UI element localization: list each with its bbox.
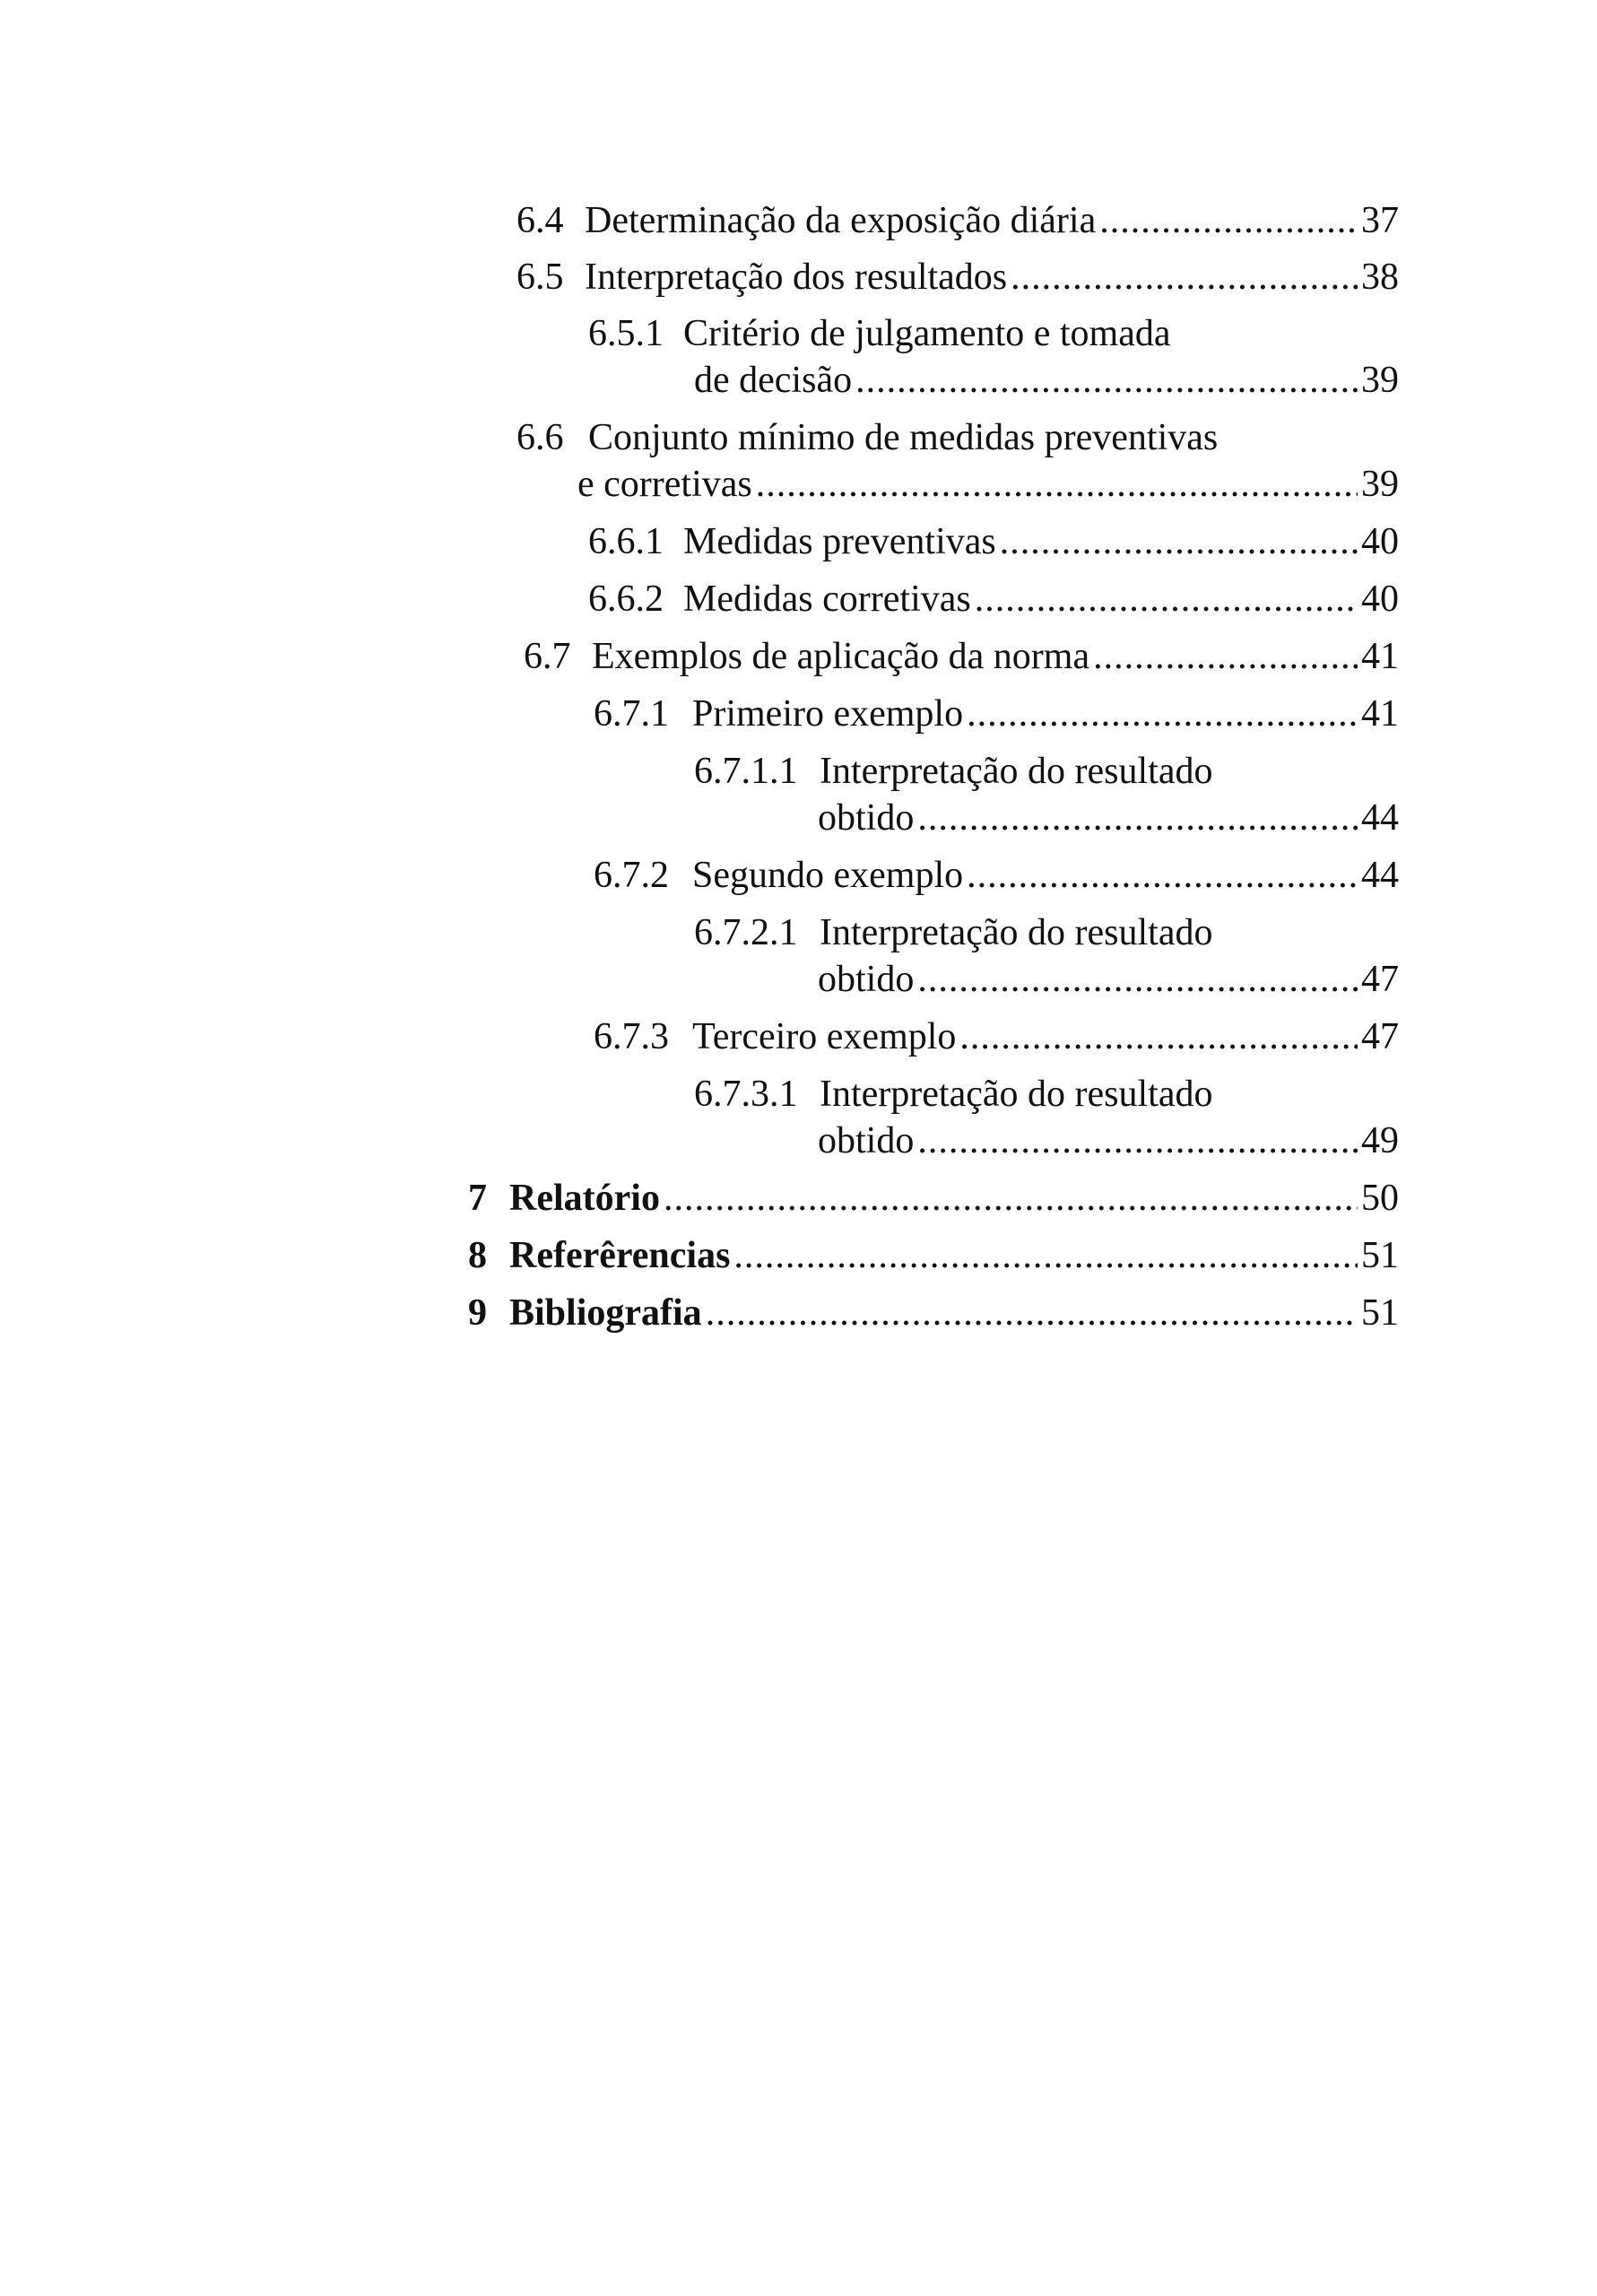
toc-entry-title: Exemplos de aplicação da norma: [592, 636, 1090, 677]
toc-entry-page: 51: [1361, 1292, 1399, 1334]
toc-entry-number: 6.5.1: [588, 313, 664, 354]
toc-leader-dots: [1093, 628, 1358, 685]
toc-entry-page: 41: [1361, 693, 1399, 735]
toc-entry-title: Terceiro exemplo: [692, 1016, 957, 1057]
toc-entry-title: Primeiro exemplo: [692, 693, 964, 735]
toc-entry-page: 40: [1361, 521, 1399, 562]
toc-leader-dots: [664, 1170, 1358, 1227]
toc-entry-page: 40: [1361, 578, 1399, 620]
toc-entry-page: 38: [1361, 257, 1399, 298]
toc-entry-page: 41: [1361, 636, 1399, 677]
toc-entry-title: Referêrencias: [509, 1235, 731, 1276]
toc-leader-dots: [733, 1227, 1358, 1284]
toc-entry-number: 6.7.3.1: [694, 1074, 798, 1115]
toc-entry-page: 47: [1361, 959, 1399, 1000]
toc-entry-6-6-2[interactable]: [0, 570, 1597, 628]
toc-entry-6-7-3-1[interactable]: [0, 1065, 1597, 1170]
toc-leader-dots: [967, 847, 1358, 904]
toc-entry-page: 47: [1361, 1016, 1399, 1057]
toc-entry-number: 6.6.2: [588, 578, 664, 620]
toc-leader-dots: [959, 1008, 1358, 1065]
toc-entry-number: 6.4: [516, 200, 564, 241]
toc-leader-dots: [975, 570, 1358, 628]
toc-leader-dots: [917, 1112, 1358, 1170]
toc-leader-dots: [855, 352, 1358, 409]
toc-entry-number: 6.7.3: [594, 1016, 669, 1057]
toc-entry-6-7-2[interactable]: [0, 847, 1597, 904]
toc-entry-title: Interpretação dos resultados: [585, 257, 1008, 298]
toc-entry-8[interactable]: [0, 1227, 1597, 1284]
toc-entry-number: 6.5: [516, 257, 564, 298]
toc-entry-number: 9: [468, 1292, 487, 1334]
toc-entry-number: 6.7.1.1: [694, 751, 798, 792]
toc-entry-title-line1: Conjunto mínimo de medidas preventivas: [588, 417, 1219, 458]
toc-entry-6-5[interactable]: [0, 248, 1597, 306]
toc-entry-page: 44: [1361, 797, 1399, 839]
toc-entry-title-line2: obtido: [818, 959, 915, 1000]
toc-entry-6-7-3[interactable]: [0, 1008, 1597, 1065]
toc-entry-page: 39: [1361, 360, 1399, 401]
toc-entry-page: 51: [1361, 1235, 1399, 1276]
toc-entry-6-6-1[interactable]: [0, 513, 1597, 570]
toc-entry-6-4[interactable]: [0, 192, 1597, 249]
toc-entry-title-line1: Critério de julgamento e tomada: [683, 313, 1171, 354]
toc-entry-number: 6.6: [516, 417, 564, 458]
toc-entry-6-7-1[interactable]: [0, 685, 1597, 743]
toc-leader-dots: [756, 456, 1358, 513]
toc-entry-number: 7: [468, 1178, 487, 1219]
toc-entry-title-line1: Interpretação do resultado: [820, 1074, 1213, 1115]
toc-entry-page: 50: [1361, 1178, 1399, 1219]
toc-entry-title-line1: Interpretação do resultado: [820, 751, 1213, 792]
toc-entry-6-5-1[interactable]: [0, 305, 1597, 409]
toc-entry-number: 6.7.1: [594, 693, 669, 735]
toc-entry-page: 39: [1361, 464, 1399, 505]
toc-entry-page: 44: [1361, 855, 1399, 896]
toc-entry-number: 6.7.2.1: [694, 912, 798, 953]
toc-entry-title-line2: obtido: [818, 1120, 915, 1161]
toc-entry-page: 49: [1361, 1120, 1399, 1161]
toc-entry-6-7[interactable]: [0, 628, 1597, 685]
toc-entry-title: Medidas corretivas: [683, 578, 971, 620]
toc-leader-dots: [1099, 192, 1358, 249]
toc-entry-number: 6.7: [524, 636, 571, 677]
toc-entry-page: 37: [1361, 200, 1399, 241]
toc-entry-number: 8: [468, 1235, 487, 1276]
toc-entry-6-7-2-1[interactable]: [0, 904, 1597, 1008]
toc-leader-dots: [917, 789, 1358, 847]
toc-entry-9[interactable]: [0, 1284, 1597, 1342]
toc-entry-title-line2: e corretivas: [577, 464, 752, 505]
toc-entry-title: Segundo exemplo: [692, 855, 964, 896]
toc-leader-dots: [706, 1284, 1358, 1342]
toc-leader-dots: [967, 685, 1358, 743]
toc-entry-6-6[interactable]: [0, 409, 1597, 513]
toc-entry-title: Relatório: [509, 1178, 660, 1219]
toc-entry-number: 6.6.1: [588, 521, 664, 562]
toc-entry-7[interactable]: [0, 1170, 1597, 1227]
toc-entry-title: Medidas preventivas: [683, 521, 996, 562]
toc-entry-6-7-1-1[interactable]: [0, 743, 1597, 847]
toc-leader-dots: [1000, 513, 1358, 570]
toc-leader-dots: [1011, 248, 1358, 306]
toc-entry-number: 6.7.2: [594, 855, 669, 896]
toc-entry-title: Determinação da exposição diária: [585, 200, 1097, 241]
toc-entry-title-line1: Interpretação do resultado: [820, 912, 1213, 953]
toc-entry-title-line2: obtido: [818, 797, 915, 839]
toc-entry-title-line2: de decisão: [694, 360, 853, 401]
toc-entry-title: Bibliografia: [509, 1292, 702, 1334]
toc-leader-dots: [917, 951, 1358, 1008]
